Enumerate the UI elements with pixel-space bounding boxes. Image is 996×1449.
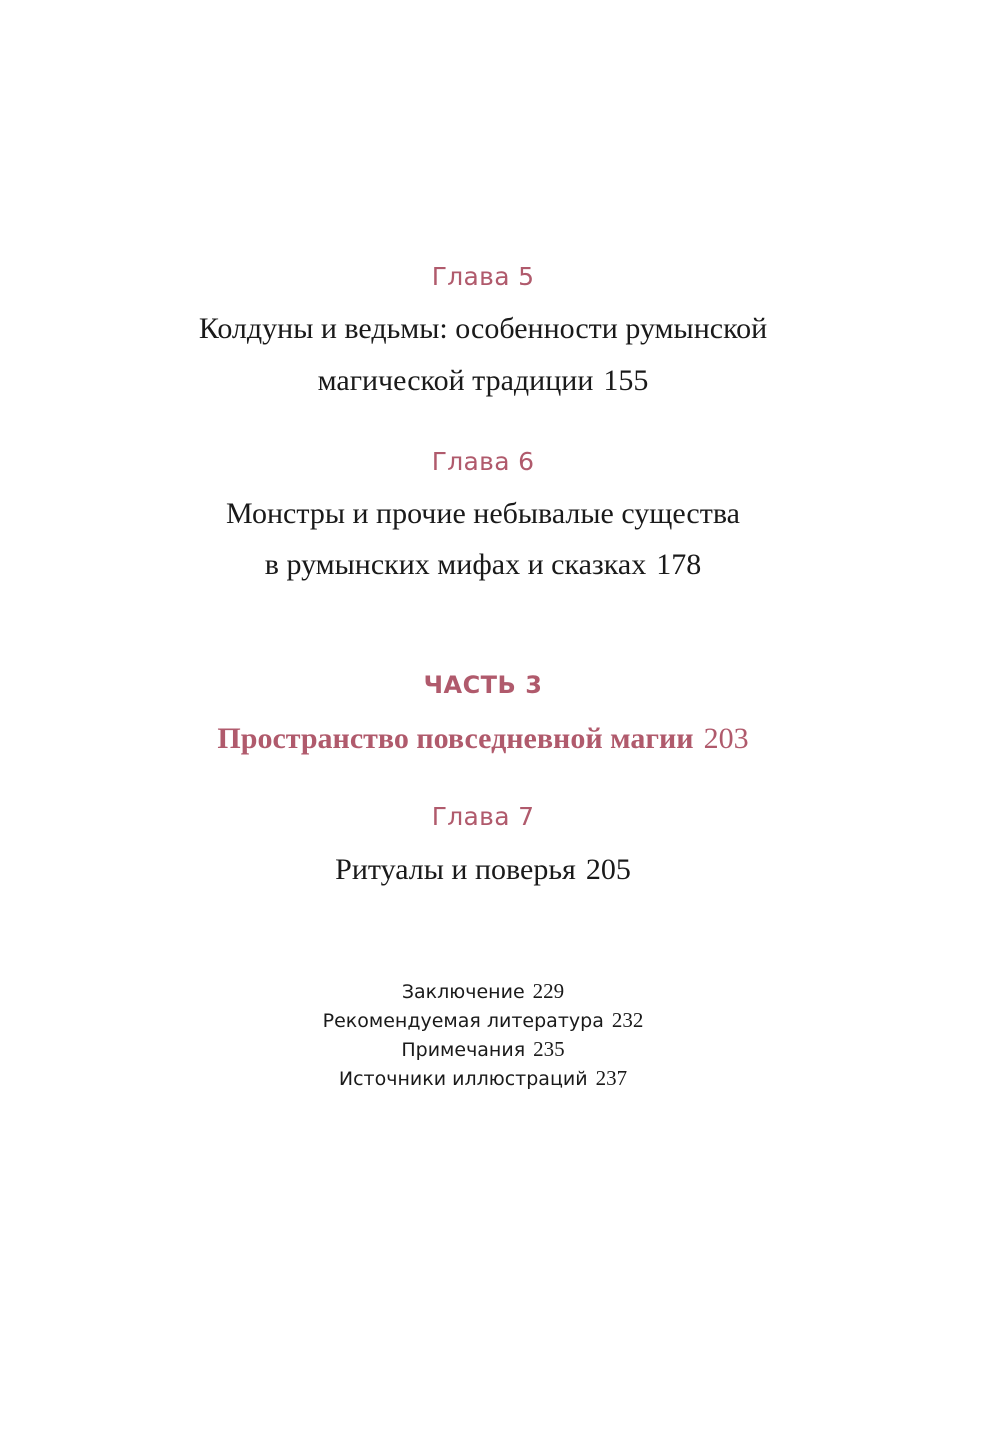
chapter-6-title-line-1: Монстры и прочие небывалые существа [226,497,740,530]
chapter-5-title-line-1: Колдуны и ведьмы: особенности румынской [198,312,768,345]
chapter-7-label: Глава 7 [431,802,535,831]
chapter-5-label: Глава 5 [431,262,535,291]
chapter-5-title-line-2-text: магической традиции [317,364,594,397]
back-matter-page-number: 235 [533,1037,565,1061]
back-matter-page-number: 229 [532,979,565,1003]
chapter-5-page-number: 155 [603,364,649,397]
part-3-page-number: 203 [703,722,749,755]
part-3-title [0,722,966,756]
chapter-7-page-number: 205 [585,853,631,886]
part-3-label: ЧАСТЬ 3 [423,671,543,699]
back-matter-item [0,1037,966,1062]
back-matter-item [0,1066,966,1091]
back-matter-title: Рекомендуемая литература [322,1010,604,1032]
part-3-title-text: Пространство повседневной магии [217,722,694,755]
chapter-7-title-text: Ритуалы и поверья [335,853,576,886]
back-matter-item [0,979,966,1004]
back-matter-title: Источники иллюстраций [338,1068,588,1090]
back-matter-item [0,1008,966,1033]
chapter-6-page-number: 178 [656,548,702,581]
chapter-6-label: Глава 6 [431,447,535,476]
back-matter-title: Заключение [401,981,525,1003]
chapter-7-title [0,853,966,887]
back-matter-page-number: 232 [611,1008,644,1032]
chapter-5-title-line-2 [0,364,966,398]
back-matter-page-number: 237 [595,1066,628,1090]
back-matter-title: Примечания [401,1039,526,1061]
chapter-6-title-line-2-text: в румынских мифах и сказках [264,548,647,581]
chapter-6-title-line-2 [0,548,966,582]
